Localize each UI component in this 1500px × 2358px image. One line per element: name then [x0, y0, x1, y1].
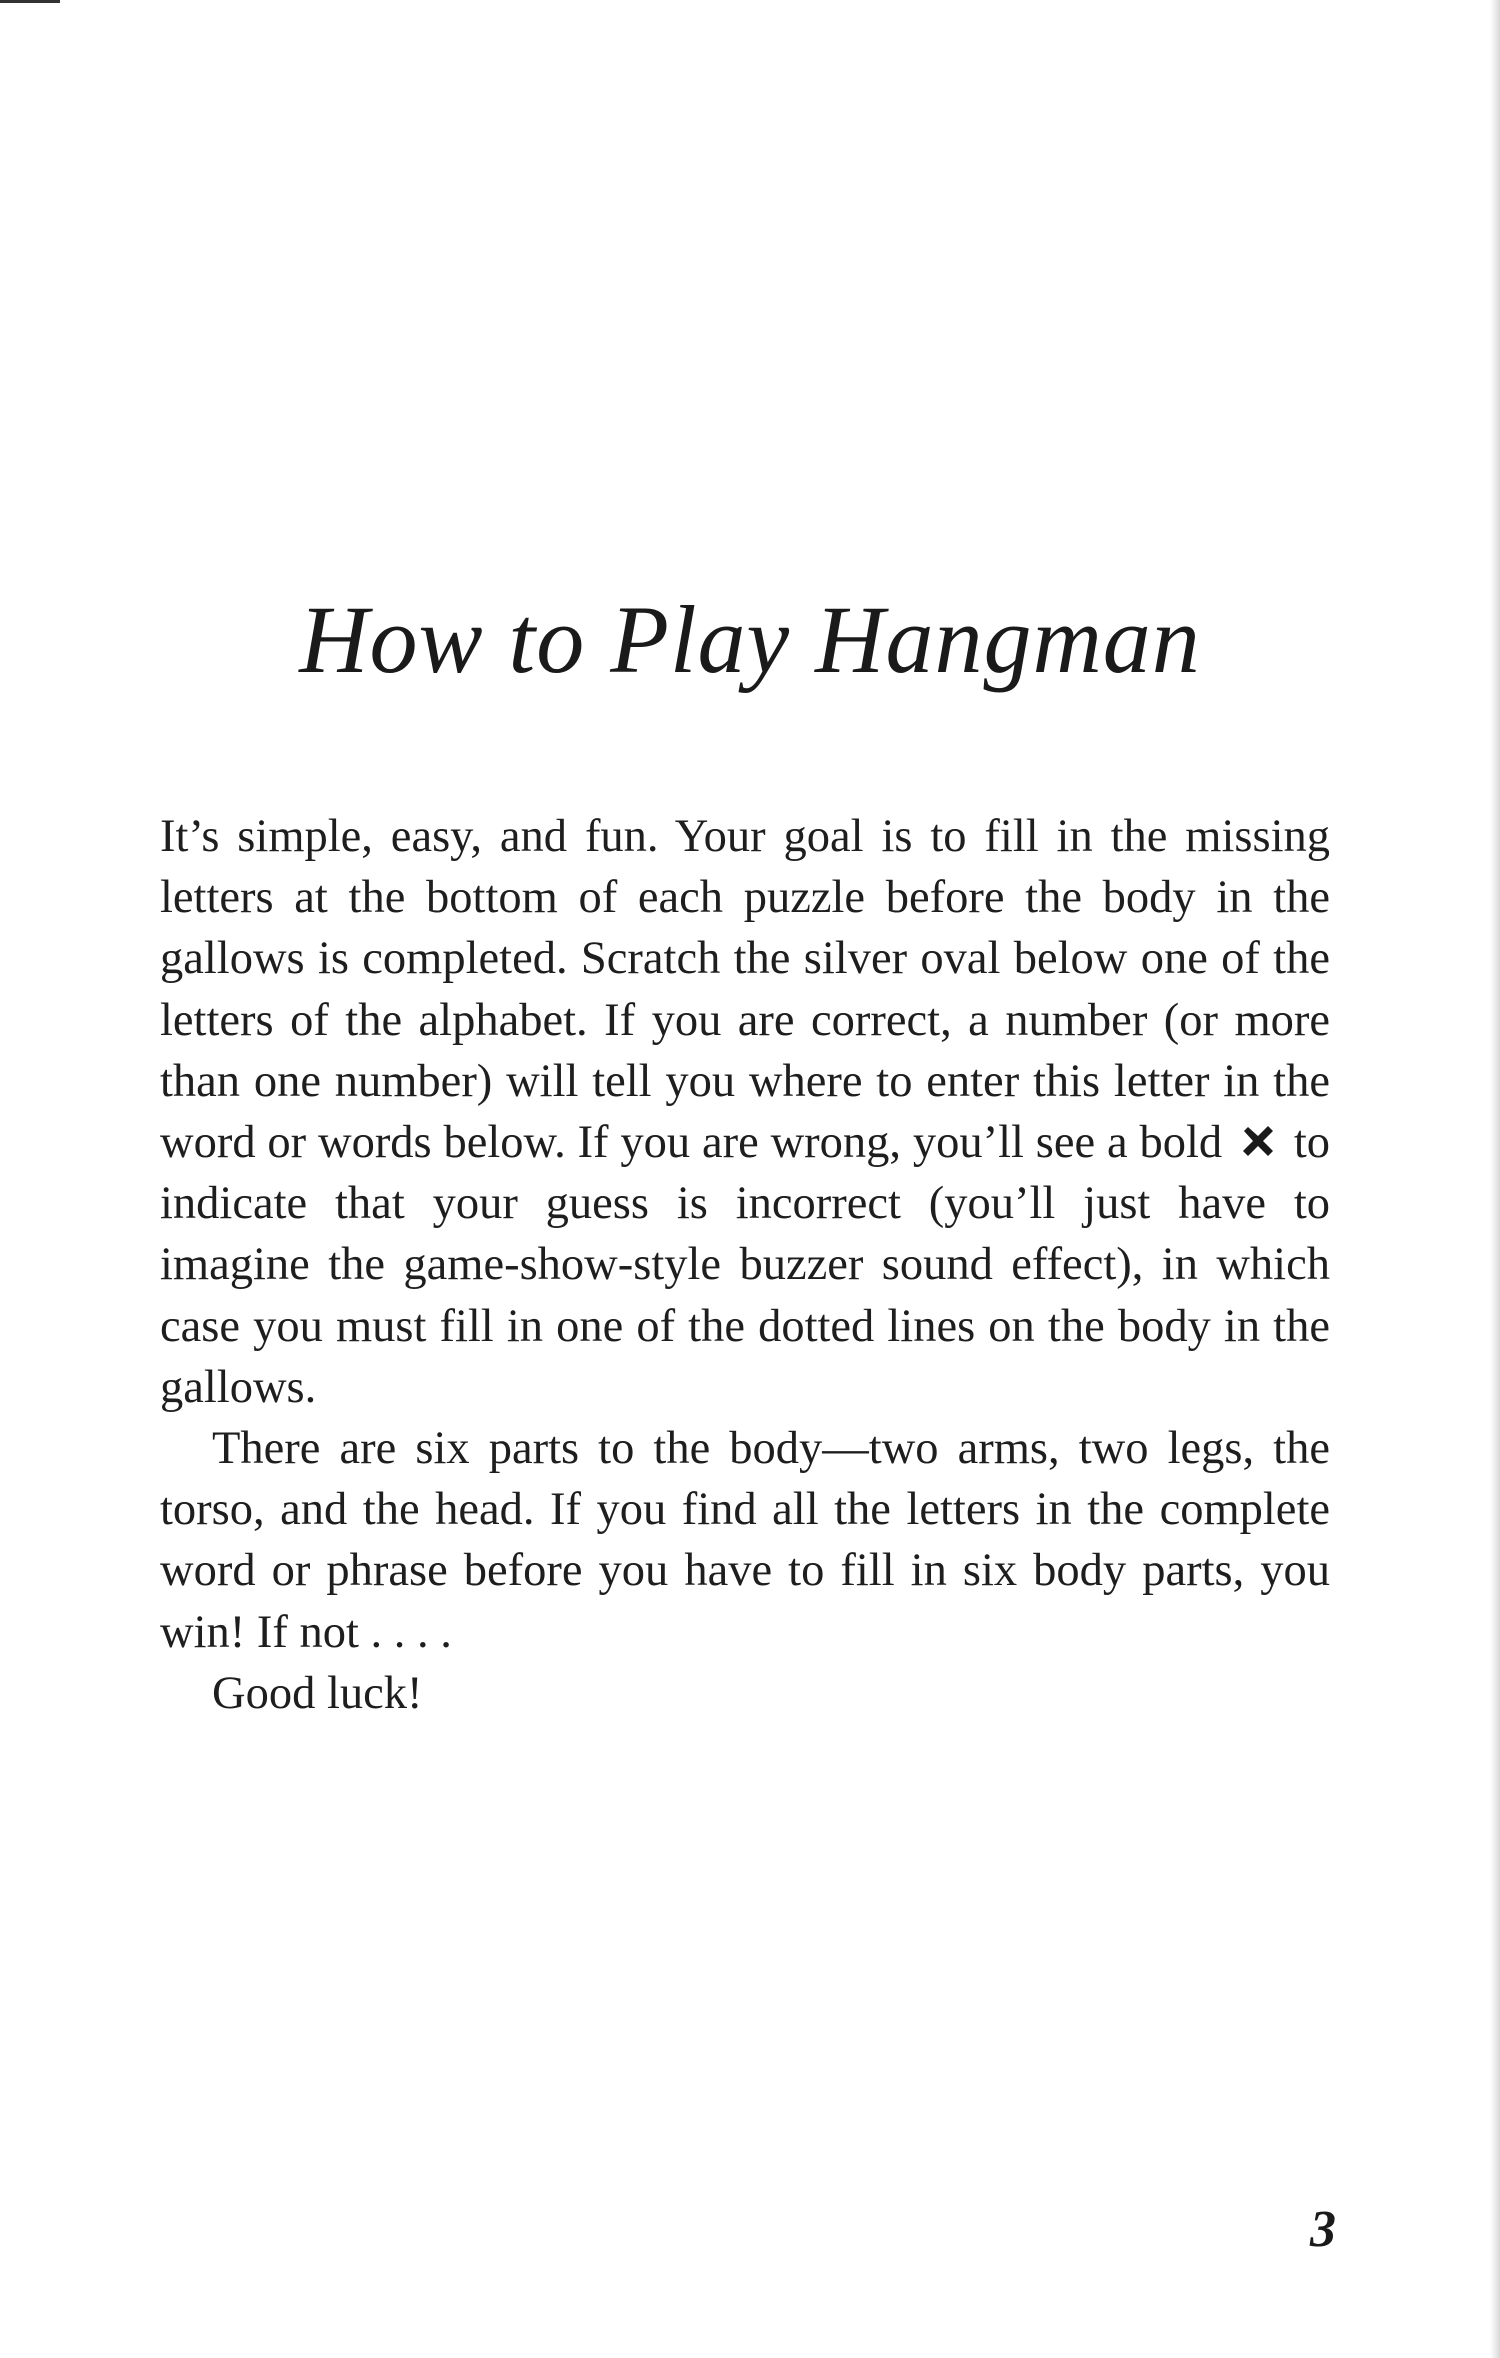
page-edge-shadow	[1490, 0, 1500, 2358]
page-title: How to Play Hangman	[299, 586, 1201, 693]
instructions-paragraph-2: There are six parts to the body—two arms, two legs, the torso, and the head. If you find all the letters in the complete word or phrase before you have to fill in six body parts, you win! If not . . . .	[160, 1423, 1330, 1658]
instructions-body	[160, 806, 1330, 1724]
bold-x-icon	[1238, 1121, 1278, 1161]
page-number: 3	[1310, 2201, 1336, 2258]
page-corner-mark	[0, 0, 60, 3]
paragraph-1-text-start: It’s simple, easy, and fun. Your goal is to fill in the missing letters at the bottom of each puzzle before the body in the gallows is completed. Scratch the silver oval below one of the letters of the alphabet. If you are correct, a number (or more than one number) will tell you where to enter this letter in the word or words below. If you are wrong, you’ll see a bold	[160, 811, 1330, 1169]
instructions-paragraph-3: Good luck!	[212, 1667, 423, 1719]
paragraph-1-text-end: to indicate that your guess is incorrect (you’ll just have to imagine the game-show-style buzzer sound effect), in which case you must fill in one of the dotted lines on the body in the gallows.	[160, 1117, 1330, 1413]
instructions-paragraph-1	[160, 806, 1330, 1418]
